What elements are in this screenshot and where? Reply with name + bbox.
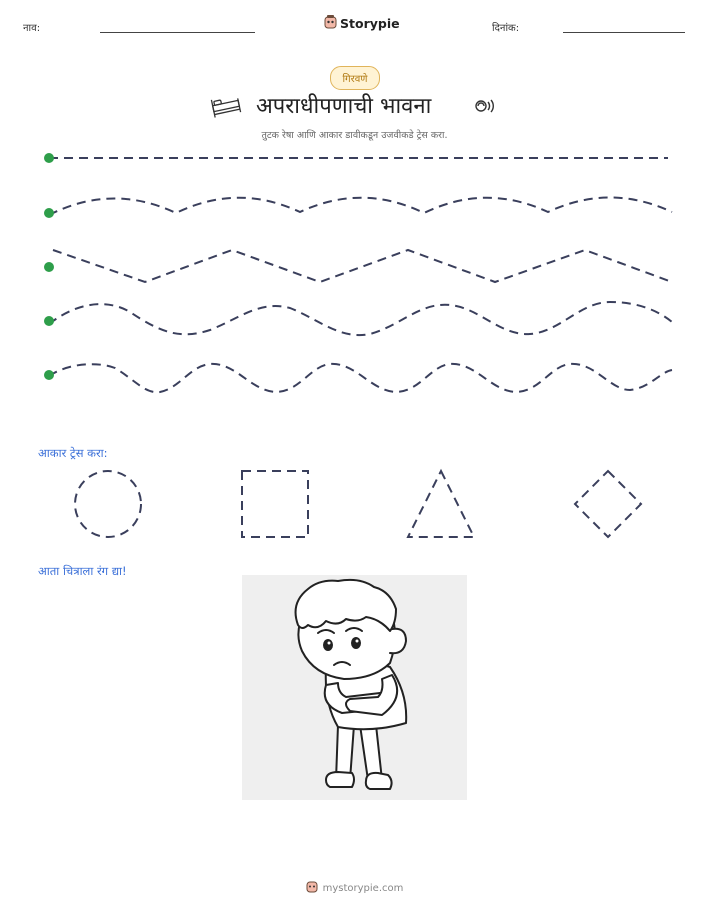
- trace-line-zigzag: [53, 250, 672, 282]
- brand-name: Storypie: [340, 16, 400, 31]
- trace-shape-triangle: [408, 471, 474, 537]
- start-dot: [44, 262, 54, 272]
- start-dot: [44, 208, 54, 218]
- trace-shape-diamond: [575, 471, 641, 537]
- shapes-heading: आकार ट्रेस करा:: [38, 446, 108, 460]
- storypie-logo-icon: [306, 880, 318, 896]
- category-badge: गिरवणे: [330, 66, 380, 90]
- date-field[interactable]: [563, 32, 685, 33]
- coloring-picture[interactable]: [242, 575, 467, 800]
- footer-url[interactable]: mystorypie.com: [322, 882, 404, 894]
- start-dot: [44, 316, 54, 326]
- coloring-heading: आता चित्राला रंग द्या!: [38, 564, 127, 578]
- trace-line-smooth-wave: [49, 198, 672, 216]
- footer: [0, 880, 709, 896]
- start-dot: [44, 370, 54, 380]
- name-label: नाव:: [23, 23, 41, 34]
- start-dot: [44, 153, 54, 163]
- date-label: दिनांक:: [492, 23, 520, 34]
- trace-lines: [0, 140, 709, 400]
- sad-boy-illustration: [242, 575, 467, 800]
- trace-shapes: [0, 468, 709, 548]
- name-field[interactable]: [100, 32, 255, 33]
- page-title: अपराधीपणाची भावना: [256, 94, 432, 119]
- trace-line-bumpy-wave: [49, 364, 672, 392]
- trace-shape-circle: [75, 471, 141, 537]
- trace-shape-square: [242, 471, 308, 537]
- trace-line-wave: [49, 302, 672, 335]
- storypie-logo-icon: [324, 15, 337, 32]
- instructions: तुटक रेषा आणि आकार डावीकडून उजवीकडे ट्रेस करा.: [261, 130, 448, 141]
- brand-logo: [324, 15, 400, 32]
